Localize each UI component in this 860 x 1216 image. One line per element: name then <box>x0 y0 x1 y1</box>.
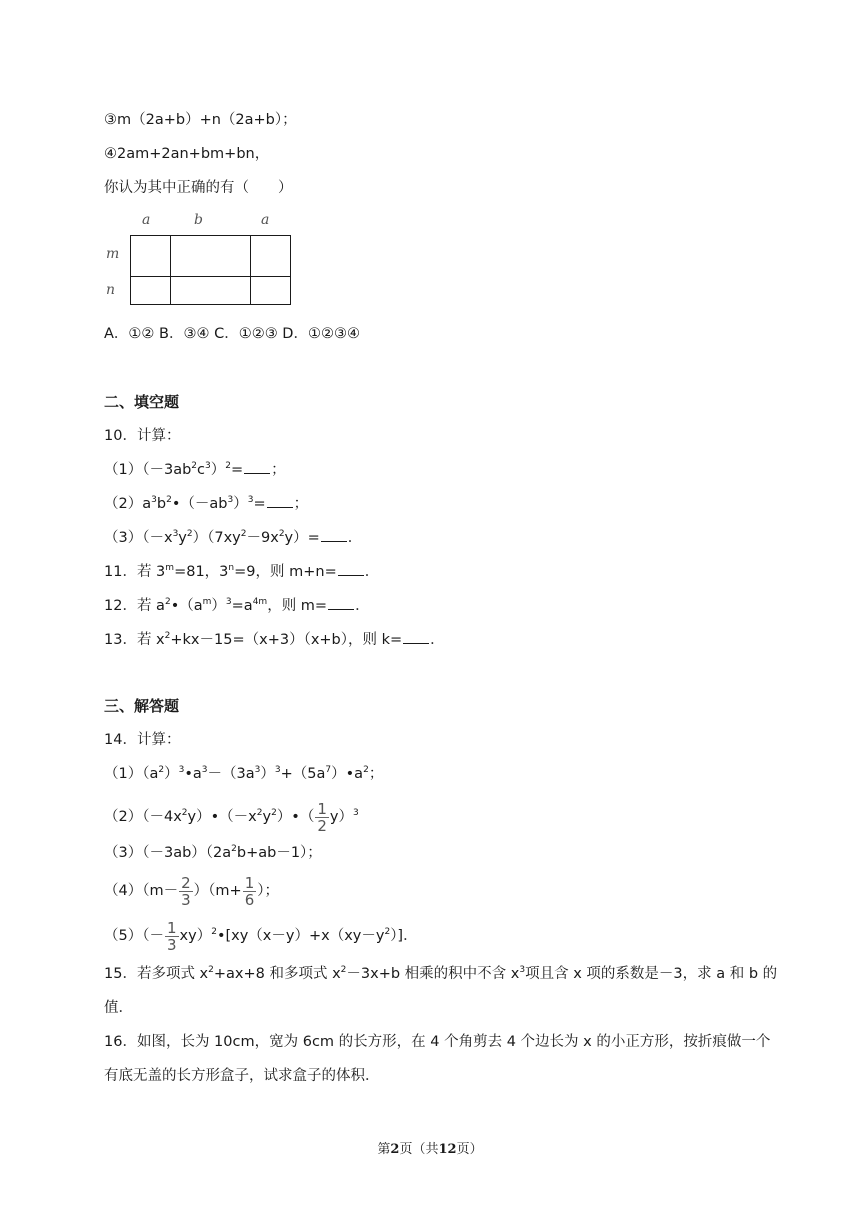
q15-line-2: 值． <box>104 1000 133 1016</box>
q10-stem: 10．计算： <box>104 428 181 444</box>
q10-part-1: $(1)(-3ab^2c^3)^2=$ ； <box>104 461 286 478</box>
q14-part-2: $(2)(-4x^2y)•(-x^2y^2)•$（ $\frac{1}{2}$ y）$^3$ <box>104 799 359 835</box>
page-footer: 第2页（共12页） <box>377 1142 483 1157</box>
cell-m-a2 <box>250 235 291 277</box>
col-label-a1: a <box>142 212 151 228</box>
q10-part-3: $(3)(-x^3y^2)(7xy^2-9x^2y)=$ ． <box>104 529 363 546</box>
fraction-one-half: $\frac{1}{2}$ <box>317 799 327 835</box>
fraction-one-sixth: $\frac{1}{6}$ <box>244 873 255 909</box>
q14-part-5: （5）（－ $\frac{1}{3}$ $xy)^2•[xy(x-y)+x(xy-y^2)]$． <box>104 918 418 954</box>
fraction-one-third: $\frac{1}{3}$ <box>166 918 177 954</box>
col-label-b: b <box>194 212 203 228</box>
answer-blank <box>328 597 354 610</box>
current-page: 2 <box>390 1142 400 1157</box>
cell-n-b <box>170 276 251 305</box>
cell-n-a1 <box>130 276 171 305</box>
q12: 12．若 $a^2•(a^m)^3=a^{4m}$，则 m= ． <box>104 597 370 614</box>
col-label-a2: a <box>261 212 270 228</box>
q14-part-4: （4）（m－ $\frac{2}{3}$ ）（m+ $\frac{1}{6}$ ）； <box>104 873 279 909</box>
q9-option-3: ③m（2a+b）+n（2a+b）； <box>104 112 297 128</box>
q9-question: 你认为其中正确的有（ ） <box>104 180 293 196</box>
total-pages: 12 <box>438 1142 457 1157</box>
q14-part-3: $(3)(-3ab)(2a^2b+ab-1)$； <box>104 844 322 861</box>
cell-m-a1 <box>130 235 171 277</box>
q13: 13．若 $x^2+kx-15=(x+3)(x+b)$，则 k= ． <box>104 631 445 648</box>
cell-n-a2 <box>250 276 291 305</box>
q14-part-1: $(1)(a^2)^3•a^3-(3a^3)^3+(5a^7)•a^2$； <box>104 765 384 782</box>
row-label-m: m <box>106 246 120 262</box>
answer-blank <box>403 631 429 644</box>
answer-blank <box>338 563 364 576</box>
section-3-heading: 三、解答题 <box>104 697 180 715</box>
q9-rectangle-figure <box>104 210 294 310</box>
q9-choices: A．①② B．③④ C．①②③ D．①②③④ <box>104 326 360 342</box>
answer-blank <box>244 461 270 474</box>
answer-blank <box>321 529 347 542</box>
section-2-heading: 二、填空题 <box>104 393 180 411</box>
fraction-two-thirds: $\frac{2}{3}$ <box>181 873 191 909</box>
q16-line-1: 16．如图，长为 10cm，宽为 6cm 的长方形，在 4 个角剪去 4 个边长为 x 的小正方形，按折痕做一个 <box>104 1034 771 1050</box>
cell-m-b <box>170 235 251 277</box>
q16-line-2: 有底无盖的长方形盒子，试求盒子的体积． <box>104 1068 380 1084</box>
q14-stem: 14．计算： <box>104 732 181 748</box>
q9-option-4: ④2am+2an+bm+bn， <box>104 146 270 162</box>
row-label-n: n <box>106 282 116 298</box>
answer-blank <box>267 495 293 508</box>
q11: 11．若 $3^m=81$，$3^n=9$，则 m+n= ． <box>104 563 380 580</box>
q15-line-1: 15．若多项式 $x^2+ax+8$ 和多项式 $x^2-3x+b$ 相乘的积中不含 $x^3$项且含 x 项的系数是－3，求 a 和 b 的 <box>104 965 778 982</box>
q10-part-2: $(2)a^3b^2•(-ab^3)^3=$ ； <box>104 495 309 512</box>
